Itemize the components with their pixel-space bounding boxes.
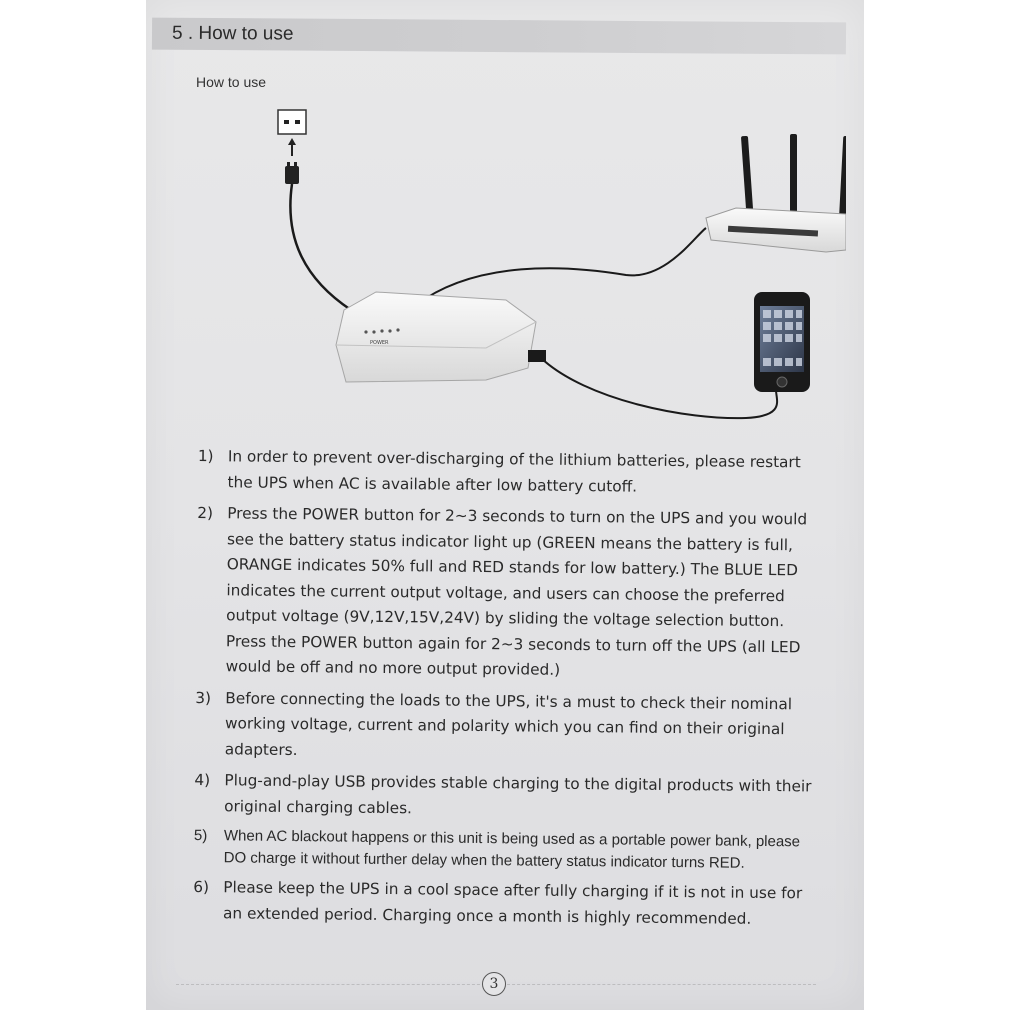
list-item: [194, 768, 815, 825]
list-item: [195, 685, 816, 768]
item-text: Plug-and-play USB provides stable charging to the digital products with their original charging cables.: [224, 771, 812, 817]
item-number: 2): [197, 503, 214, 523]
list-item: [193, 875, 814, 932]
mini-ups-device: [336, 292, 546, 382]
router-cable: [416, 228, 706, 305]
item-text: Before connecting the loads to the UPS, it's a must to check their nominal working voltage, current and polarity which you can find on their original adapters.: [224, 688, 793, 759]
manual-page: [146, 0, 864, 1010]
power-label: POWER: [370, 340, 389, 346]
item-number: 6): [193, 877, 210, 897]
item-number: 4): [194, 770, 211, 790]
power-plug-icon: [285, 162, 299, 184]
page-number: 3: [482, 972, 506, 996]
item-text: When AC blackout happens or this unit is being used as a portable power bank, please DO charge it without further delay when the battery status indicator turns RED.: [223, 827, 801, 872]
connection-illustration: [266, 100, 846, 430]
usb-cable: [541, 358, 777, 418]
power-cable: [290, 184, 351, 310]
section-header: [152, 18, 846, 55]
item-number: 3): [195, 688, 212, 707]
wifi-router: [706, 134, 846, 252]
smartphone: [754, 292, 810, 392]
list-item: [196, 501, 818, 686]
item-text: Please keep the UPS in a cool space after fully charging if it is not in use for an extended period. Charging once a month is highly recommended.: [222, 878, 803, 928]
section-title: 5 . How to use: [171, 22, 294, 45]
list-item: [194, 825, 814, 875]
list-item: [197, 444, 818, 501]
item-text: Press the POWER button for 2~3 seconds to turn on the UPS and you would see the battery status indicator light up (GREEN means the battery is full, ORANGE indicates 50% full and RED stands for low battery.) The BLUE LED indicates the current output voltage, and users can choose the preferred output voltage (9V,12V,15V,24V) by sliding the voltage selection button. Press the POWER button again for 2~3 seconds to turn off the UPS (all LED would be off and no more output provided.): [225, 504, 808, 679]
wall-outlet-icon: [278, 110, 306, 134]
item-number: 1): [197, 446, 214, 466]
item-number: 5): [193, 826, 208, 845]
instruction-list: [193, 444, 818, 938]
item-text: In order to prevent over-discharging of the lithium batteries, please restart the UPS when AC is available after low battery cutoff.: [227, 447, 801, 496]
subheading: How to use: [196, 74, 267, 90]
arrow-up-icon: [288, 138, 296, 156]
